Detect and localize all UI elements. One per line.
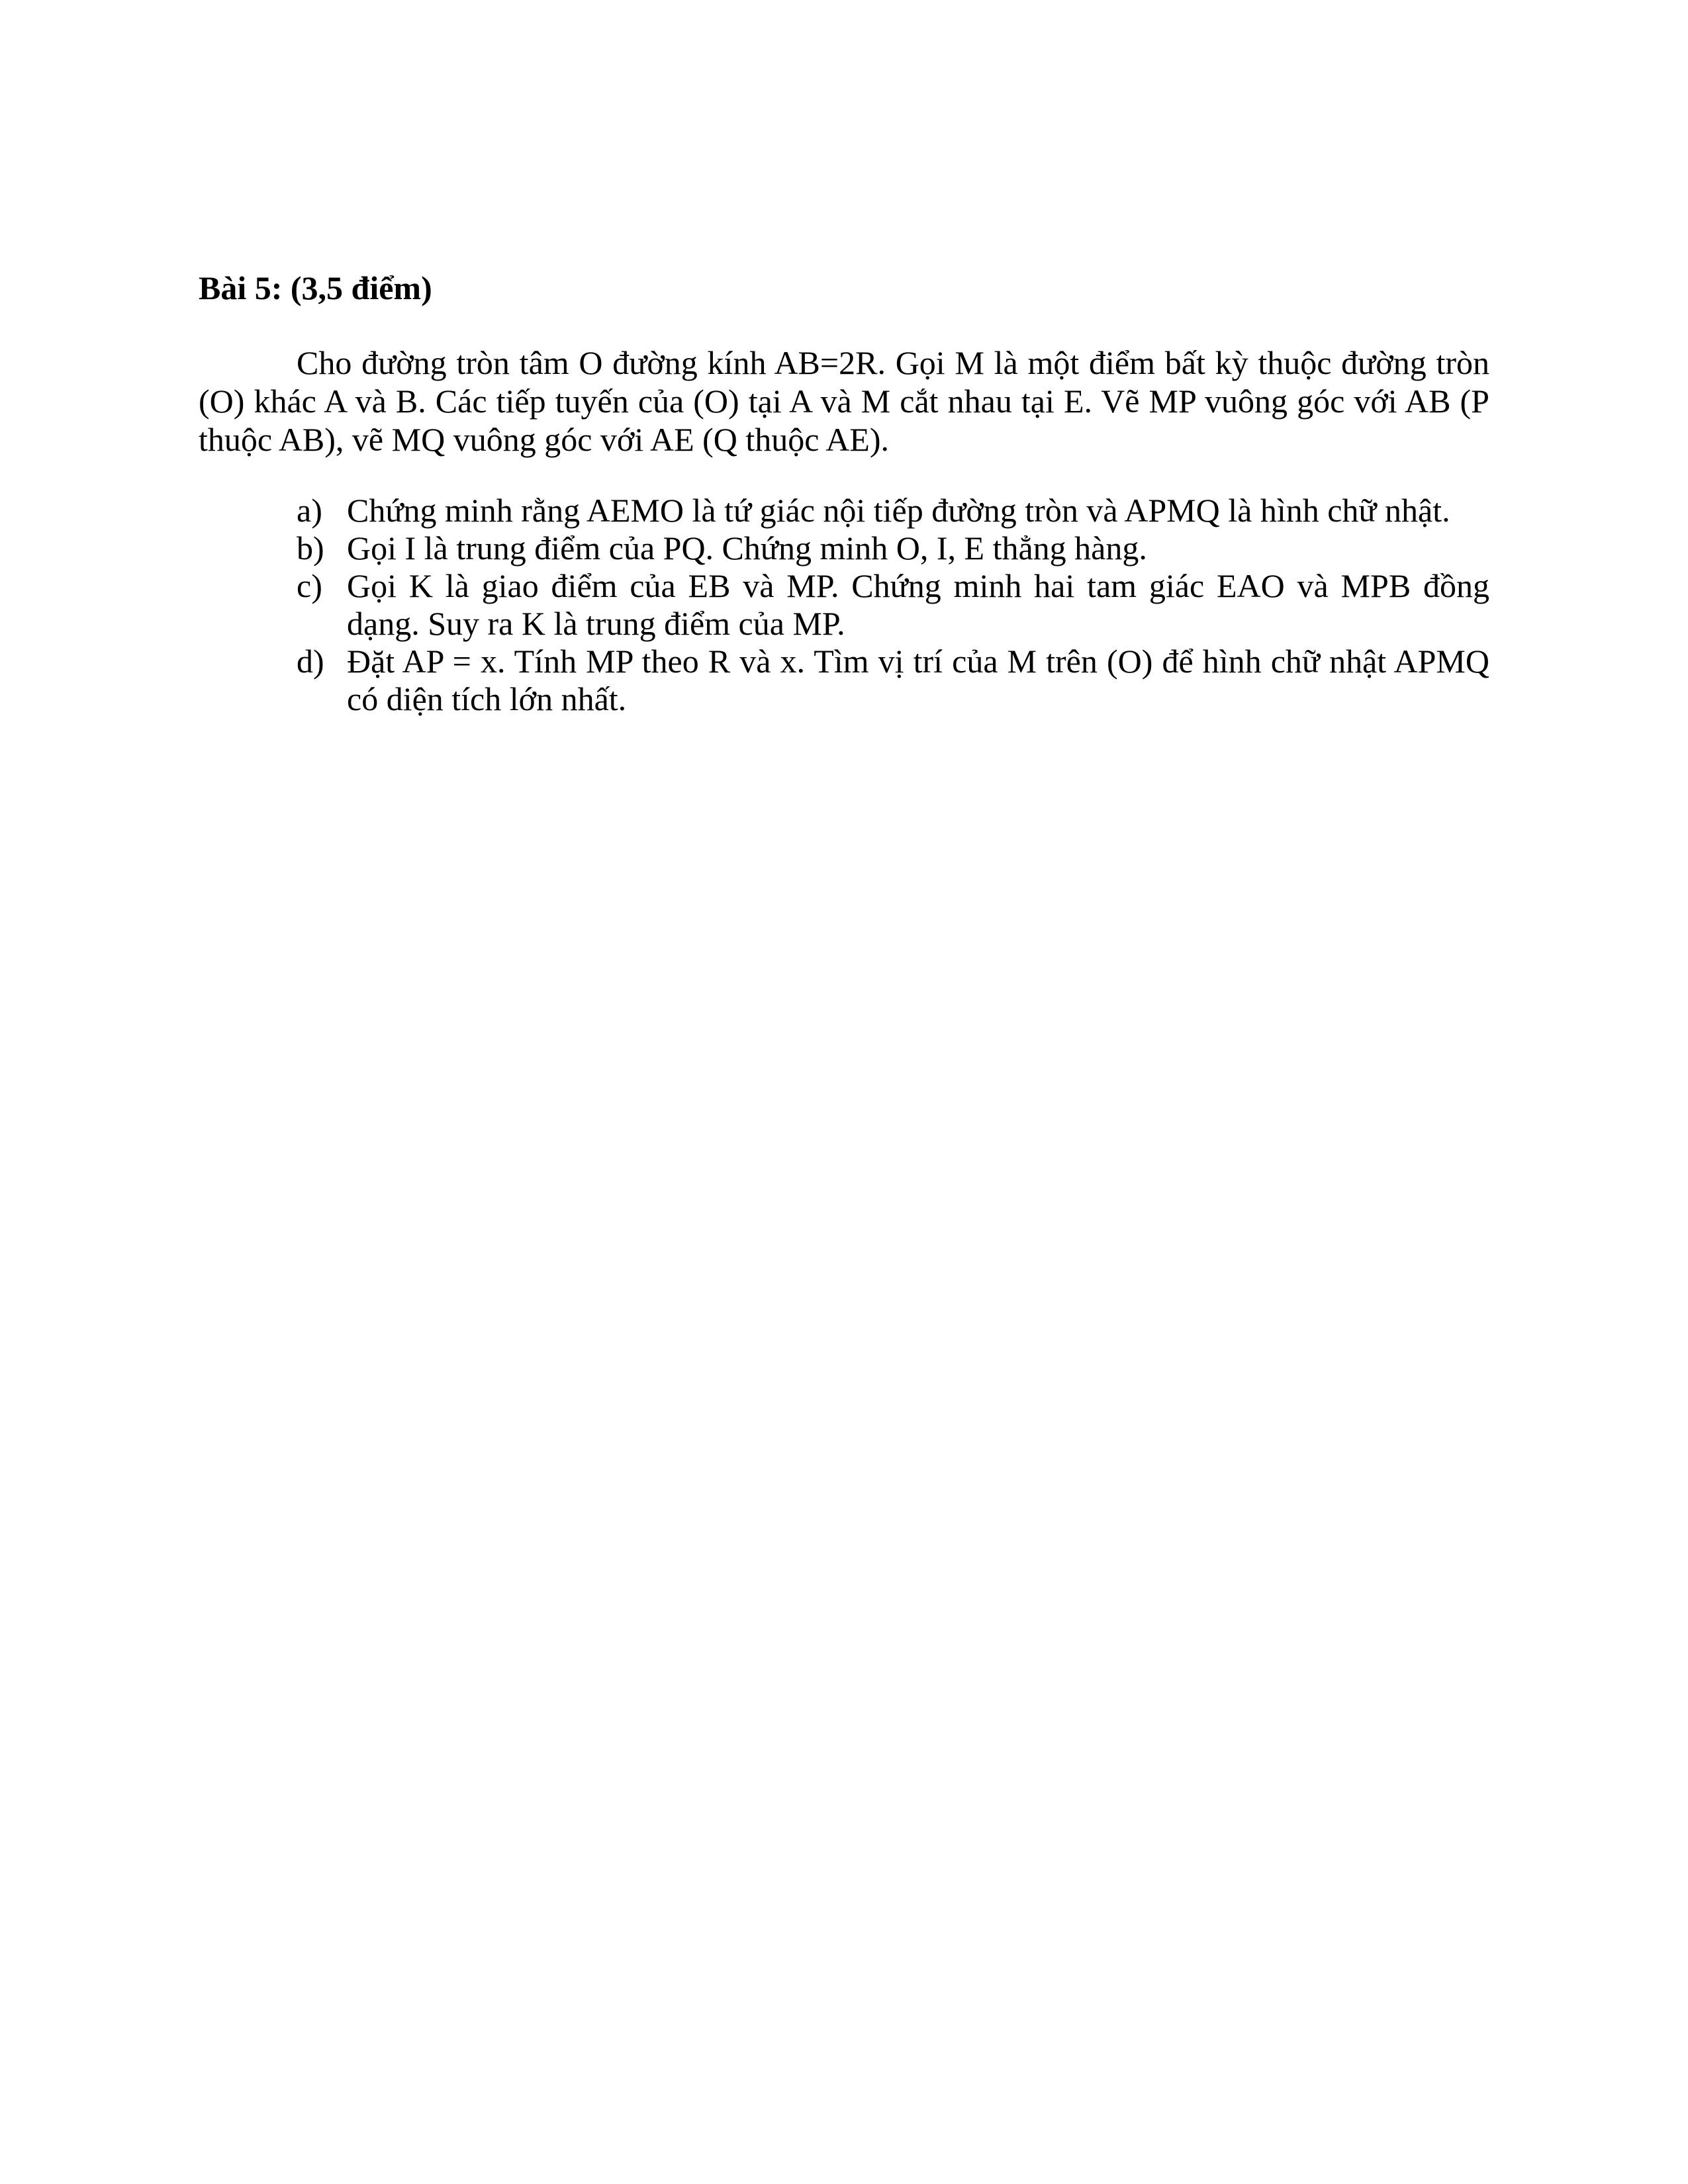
question-text: Gọi K là giao điểm của EB và MP. Chứng minh hai tam giác EAO và MPB đồng dạng. Suy ra K là trung điểm của MP. [347, 567, 1489, 642]
question-marker: d) [297, 643, 324, 680]
question-marker: b) [297, 529, 324, 567]
problem-intro: Cho đường tròn tâm O đường kính AB=2R. Gọi M là một điểm bất kỳ thuộc đường tròn (O) khác A và B. Các tiếp tuyến của (O) tại A và M cắt nhau tại E. Vẽ MP vuông góc với AB (P thuộc AB), vẽ MQ vuông góc với AE (Q thuộc AE). [199, 344, 1489, 458]
question-marker: a) [297, 492, 322, 529]
problem-question-list [199, 492, 1489, 718]
question-text: Đặt AP = x. Tính MP theo R và x. Tìm vị trí của M trên (O) để hình chữ nhật APMQ có diện tích lớn nhất. [347, 643, 1489, 717]
question-item-a [199, 492, 1489, 529]
question-item-b [199, 529, 1489, 567]
problem-heading: Bài 5: (3,5 điểm) [199, 269, 432, 306]
document-page [199, 268, 1489, 718]
question-item-d [199, 643, 1489, 718]
question-text: Chứng minh rằng AEMO là tứ giác nội tiếp đường tròn và APMQ là hình chữ nhật. [347, 492, 1450, 529]
question-text: Gọi I là trung điểm của PQ. Chứng minh O, I, E thẳng hàng. [347, 529, 1147, 567]
question-item-c [199, 567, 1489, 643]
question-marker: c) [297, 567, 322, 604]
